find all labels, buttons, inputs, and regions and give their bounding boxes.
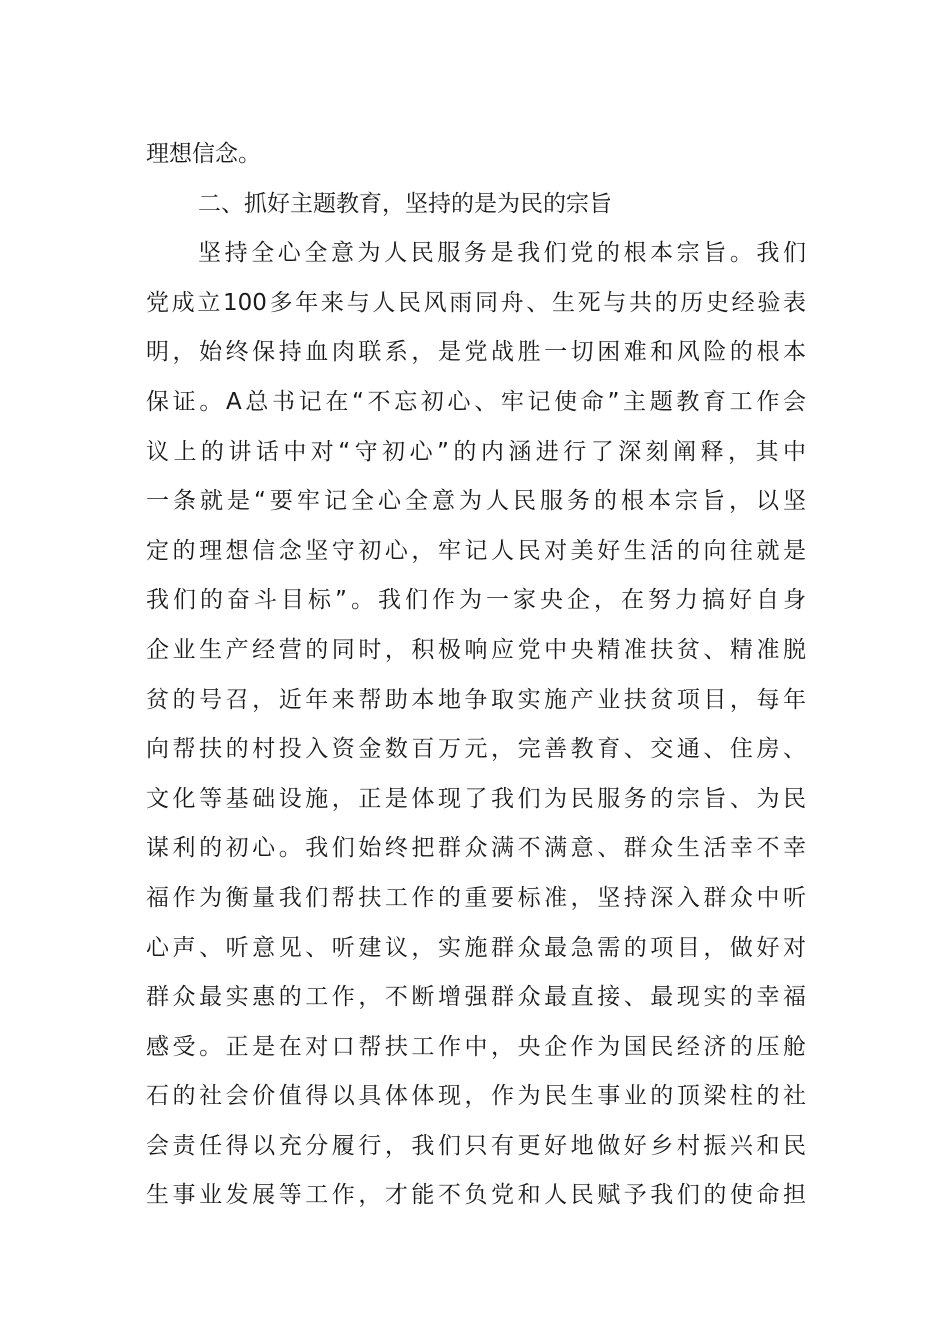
- paragraph-line: 议上的讲话中对“守初心”的内涵进行了深刻阐释，其中: [146, 438, 806, 465]
- paragraph-line: 群众最实惠的工作，不断增强群众最直接、最现实的幸福: [146, 984, 806, 1011]
- paragraph-line: 明，始终保持血肉联系，是党战胜一切困难和风险的根本: [146, 339, 806, 366]
- paragraph-line: 福作为衡量我们帮扶工作的重要标准，坚持深入群众中听: [146, 884, 806, 911]
- paragraph-line: 保证。A总书记在“不忘初心、牢记使命”主题教育工作会: [146, 388, 806, 415]
- section-heading: 二、抓好主题教育，坚持的是为民的宗旨: [198, 190, 612, 217]
- paragraph-line: 会责任得以充分履行，我们只有更好地做好乡村振兴和民: [146, 1132, 806, 1159]
- paragraph-line: 向帮扶的村投入资金数百万元，完善教育、交通、住房、: [146, 736, 806, 763]
- paragraph-line: 坚持全心全意为人民服务是我们党的根本宗旨。我们: [198, 240, 806, 267]
- paragraph-line: 石的社会价值得以具体体现，作为民生事业的顶梁柱的社: [146, 1083, 806, 1110]
- paragraph-line: 定的理想信念坚守初心，牢记人民对美好生活的向往就是: [146, 537, 806, 564]
- paragraph-line: 生事业发展等工作，才能不负党和人民赋予我们的使命担: [146, 1182, 806, 1209]
- paragraph-line: 文化等基础设施，正是体现了我们为民服务的宗旨、为民: [146, 785, 806, 812]
- paragraph-line: 感受。正是在对口帮扶工作中，央企作为国民经济的压舱: [146, 1033, 806, 1060]
- paragraph-line: 党成立100多年来与人民风雨同舟、生死与共的历史经验表: [146, 289, 806, 316]
- body-paragraph: [146, 229, 806, 1221]
- paragraph-line: 谋利的初心。我们始终把群众满不满意、群众生活幸不幸: [146, 835, 806, 862]
- paragraph-line: 心声、听意见、听建议，实施群众最急需的项目，做好对: [146, 934, 806, 961]
- paragraph-line: 贫的号召，近年来帮助本地争取实施产业扶贫项目，每年: [146, 686, 806, 713]
- paragraph-line: 企业生产经营的同时，积极响应党中央精准扶贫、精准脱: [146, 636, 806, 663]
- continuation-line: 理想信念。: [146, 141, 261, 167]
- document-body: [146, 130, 806, 1221]
- paragraph-line: 我们的奋斗目标”。我们作为一家央企，在努力搞好自身: [146, 587, 806, 614]
- paragraph-line: 一条就是“要牢记全心全意为人民服务的根本宗旨，以坚: [146, 488, 806, 515]
